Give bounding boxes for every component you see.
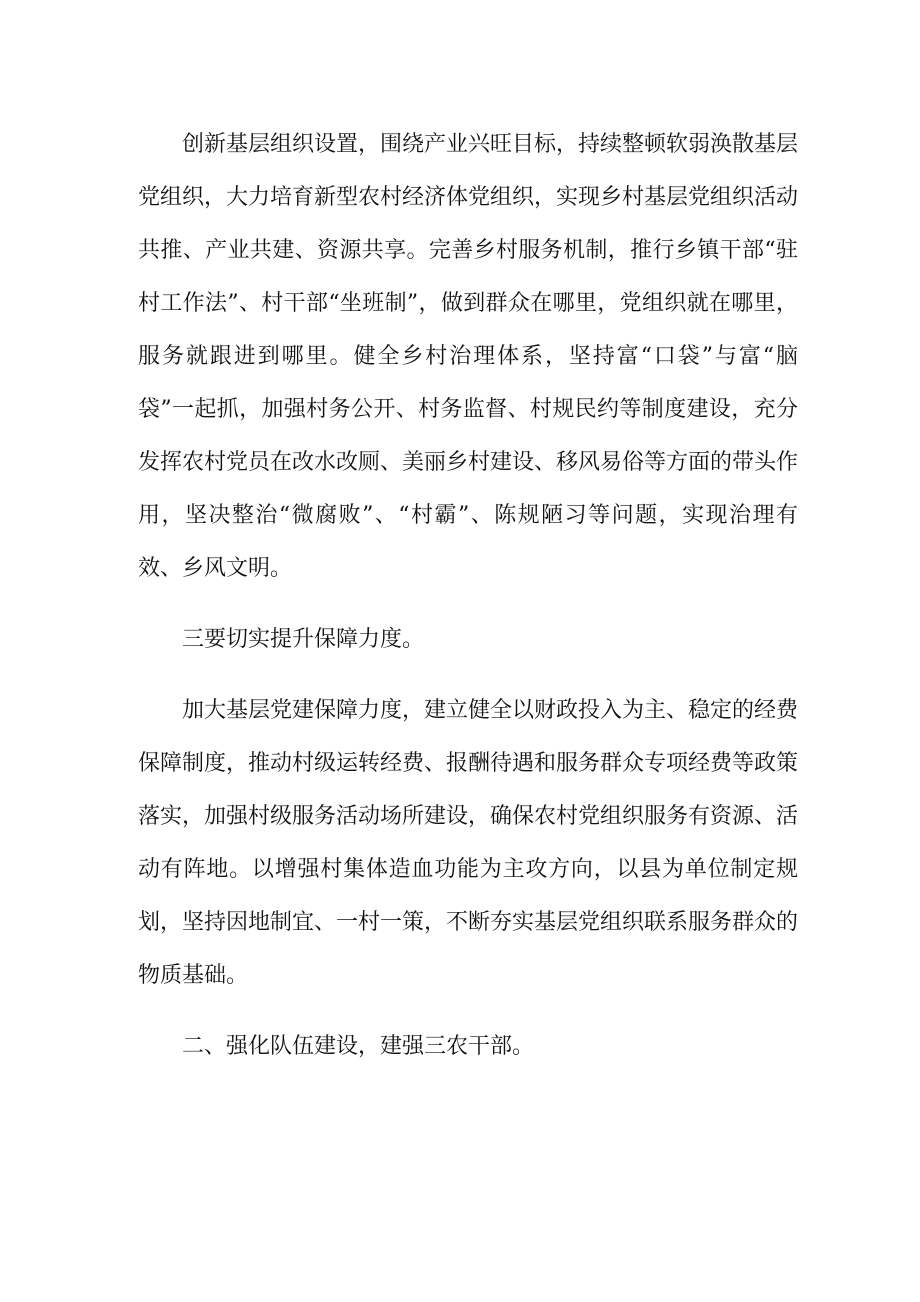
heading-guarantee-strength: 三要切实提升保障力度。: [182, 627, 425, 652]
document-body: [138, 118, 798, 1073]
heading-team-building: 二、强化队伍建设，建强三农干部。: [182, 1034, 535, 1059]
paragraph-guarantee-funding: 加大基层党建保障力度，建立健全以财政投入为主、稳定的经费保障制度，推动村级运转经费、报酬待遇和服务群众专项经费等政策落实，加强村级服务活动场所建设，确保农村党组织服务有资源、活动有阵地。以增强村集体造血功能为主攻方向，以县为单位制定规划，坚持因地制宜、一村一策，不断夯实基层党组织联系服务群众的物质基础。: [138, 698, 799, 988]
paragraph-grassroots-organization: 创新基层组织设置，围绕产业兴旺目标，持续整顿软弱涣散基层党组织，大力培育新型农村经济体党组织，实现乡村基层党组织活动共推、产业共建、资源共享。完善乡村服务机制，推行乡镇干部“驻村工作法”、村干部“坐班制”，做到群众在哪里，党组织就在哪里，服务就跟进到哪里。健全乡村治理体系，坚持富“口袋”与富“脑袋”一起抓，加强村务公开、村务监督、村规民约等制度建设，充分发挥农村党员在改水改厕、美丽乡村建设、移风易俗等方面的带头作用，坚决整治“微腐败”、“村霸”、陈规陋习等问题，实现治理有效、乡风文明。: [138, 132, 799, 581]
